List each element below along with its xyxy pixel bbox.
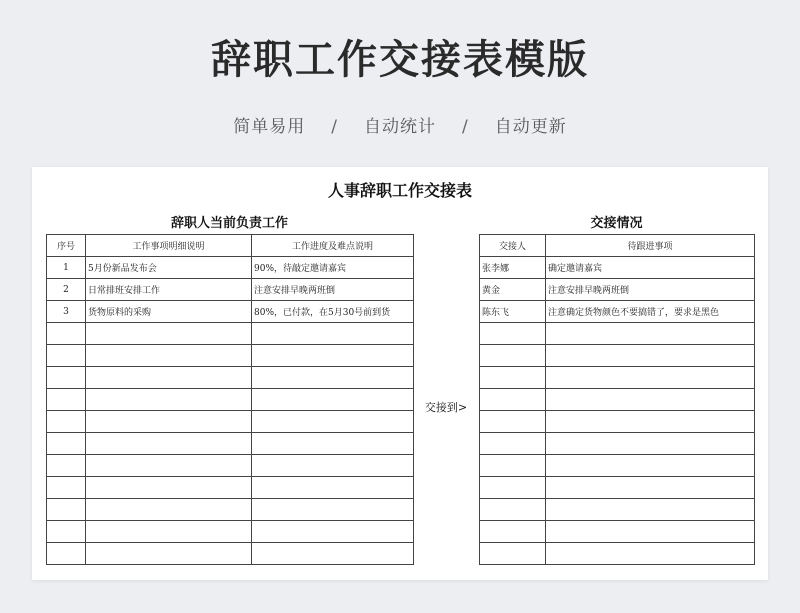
cell-receiver[interactable]	[480, 521, 546, 543]
cell-index[interactable]	[47, 367, 86, 389]
current-work-table	[46, 234, 414, 565]
cell-receiver[interactable]	[480, 323, 546, 345]
tag-auto-update: 自动更新	[494, 117, 567, 137]
cell-follow-up[interactable]	[546, 499, 755, 521]
cell-progress[interactable]	[252, 477, 414, 499]
table-row	[480, 323, 755, 345]
cell-progress[interactable]	[252, 543, 414, 565]
cell-receiver[interactable]	[480, 543, 546, 565]
cell-progress[interactable]	[252, 367, 414, 389]
cell-receiver[interactable]: 张李娜	[480, 257, 546, 279]
table-row	[47, 521, 414, 543]
cell-index[interactable]: 2	[47, 279, 86, 301]
table-row	[47, 543, 414, 565]
tag-auto-stat: 自动统计	[364, 117, 436, 137]
cell-receiver[interactable]	[480, 411, 546, 433]
cell-receiver[interactable]: 陈东飞	[480, 301, 546, 323]
cell-work-item[interactable]	[86, 433, 252, 455]
cell-index[interactable]	[47, 455, 86, 477]
cell-work-item[interactable]	[86, 345, 252, 367]
cell-progress[interactable]	[252, 389, 414, 411]
cell-receiver[interactable]	[480, 367, 546, 389]
table-row	[47, 389, 414, 411]
table-row	[480, 455, 755, 477]
table-row	[480, 411, 755, 433]
cell-work-item[interactable]	[86, 543, 252, 565]
col-header-progress: 工作进度及难点说明	[252, 235, 414, 257]
cell-receiver[interactable]	[480, 345, 546, 367]
cell-index[interactable]	[47, 345, 86, 367]
cell-progress[interactable]	[252, 345, 414, 367]
table-row	[47, 477, 414, 499]
col-header-follow-up: 待跟进事项	[546, 235, 755, 257]
cell-work-item[interactable]	[86, 455, 252, 477]
cell-work-item[interactable]	[86, 323, 252, 345]
cell-work-item[interactable]	[86, 367, 252, 389]
cell-follow-up[interactable]: 确定邀请嘉宾	[546, 257, 755, 279]
cell-index[interactable]: 3	[47, 301, 86, 323]
tag-separator: /	[331, 117, 338, 137]
cell-follow-up[interactable]	[546, 521, 755, 543]
cell-index[interactable]: 1	[47, 257, 86, 279]
cell-receiver[interactable]	[480, 455, 546, 477]
handover-sheet	[32, 167, 768, 580]
cell-follow-up[interactable]	[546, 345, 755, 367]
table-row	[480, 345, 755, 367]
cell-index[interactable]	[47, 499, 86, 521]
cell-progress[interactable]: 注意安排早晚两班倒	[252, 279, 414, 301]
cell-follow-up[interactable]	[546, 367, 755, 389]
cell-work-item[interactable]	[86, 521, 252, 543]
handover-status-table	[479, 234, 755, 565]
cell-follow-up[interactable]	[546, 411, 755, 433]
left-section-title: 辞职人当前负责工作	[170, 216, 288, 231]
tag-easy: 简单易用	[233, 117, 306, 137]
table-row	[480, 543, 755, 565]
cell-progress[interactable]	[252, 521, 414, 543]
table-row	[480, 257, 755, 279]
table-row	[47, 433, 414, 455]
cell-index[interactable]	[47, 389, 86, 411]
cell-follow-up[interactable]	[546, 543, 755, 565]
table-row	[47, 323, 414, 345]
cell-work-item[interactable]	[86, 389, 252, 411]
cell-index[interactable]	[47, 543, 86, 565]
cell-progress[interactable]	[252, 499, 414, 521]
col-header-receiver: 交接人	[480, 235, 546, 257]
col-header-index: 序号	[47, 235, 86, 257]
cell-index[interactable]	[47, 521, 86, 543]
tag-separator: /	[462, 117, 469, 137]
cell-progress[interactable]: 80%，已付款，在5月30号前到货	[252, 301, 414, 323]
table-row	[47, 279, 414, 301]
table-row	[47, 499, 414, 521]
table-row	[47, 411, 414, 433]
cell-receiver[interactable]: 黄金	[480, 279, 546, 301]
cell-progress[interactable]	[252, 323, 414, 345]
cell-receiver[interactable]	[480, 433, 546, 455]
table-row	[47, 455, 414, 477]
table-row	[480, 367, 755, 389]
sheet-title: 人事辞职工作交接表	[327, 181, 472, 200]
cell-work-item[interactable]	[86, 499, 252, 521]
cell-progress[interactable]: 90%，待敲定邀请嘉宾	[252, 257, 414, 279]
feature-tags	[0, 112, 800, 137]
cell-progress[interactable]	[252, 433, 414, 455]
cell-index[interactable]	[47, 477, 86, 499]
cell-index[interactable]	[47, 323, 86, 345]
table-row	[47, 301, 414, 323]
table-header-row	[480, 235, 755, 257]
cell-receiver[interactable]	[480, 389, 546, 411]
cell-index[interactable]	[47, 433, 86, 455]
cell-follow-up[interactable]	[546, 433, 755, 455]
table-row	[480, 389, 755, 411]
cell-follow-up[interactable]	[546, 455, 755, 477]
table-row	[480, 279, 755, 301]
cell-receiver[interactable]	[480, 477, 546, 499]
handover-arrow-label: 交接到>	[424, 401, 468, 414]
col-header-work-item: 工作事项明细说明	[86, 235, 252, 257]
cell-work-item[interactable]: 5月份新品发布会	[86, 257, 252, 279]
cell-work-item[interactable]: 日常排班安排工作	[86, 279, 252, 301]
cell-follow-up[interactable]	[546, 389, 755, 411]
table-row	[480, 521, 755, 543]
cell-work-item[interactable]: 货物原料的采购	[86, 301, 252, 323]
cell-progress[interactable]	[252, 411, 414, 433]
cell-follow-up[interactable]	[546, 323, 755, 345]
cell-follow-up[interactable]	[546, 477, 755, 499]
table-row	[47, 345, 414, 367]
cell-work-item[interactable]	[86, 477, 252, 499]
table-row	[480, 433, 755, 455]
cell-follow-up[interactable]: 注意安排早晚两班倒	[546, 279, 755, 301]
table-row	[480, 499, 755, 521]
cell-progress[interactable]	[252, 455, 414, 477]
table-header-row	[47, 235, 414, 257]
page-title: 辞职工作交接表模版	[211, 37, 589, 83]
cell-work-item[interactable]	[86, 411, 252, 433]
table-row	[480, 301, 755, 323]
cell-receiver[interactable]	[480, 499, 546, 521]
cell-follow-up[interactable]: 注意确定货物颜色不要搞错了，要求是黑色	[546, 301, 755, 323]
table-row	[480, 477, 755, 499]
table-row	[47, 367, 414, 389]
table-row	[47, 257, 414, 279]
cell-index[interactable]	[47, 411, 86, 433]
right-section-title: 交接情况	[590, 216, 643, 231]
